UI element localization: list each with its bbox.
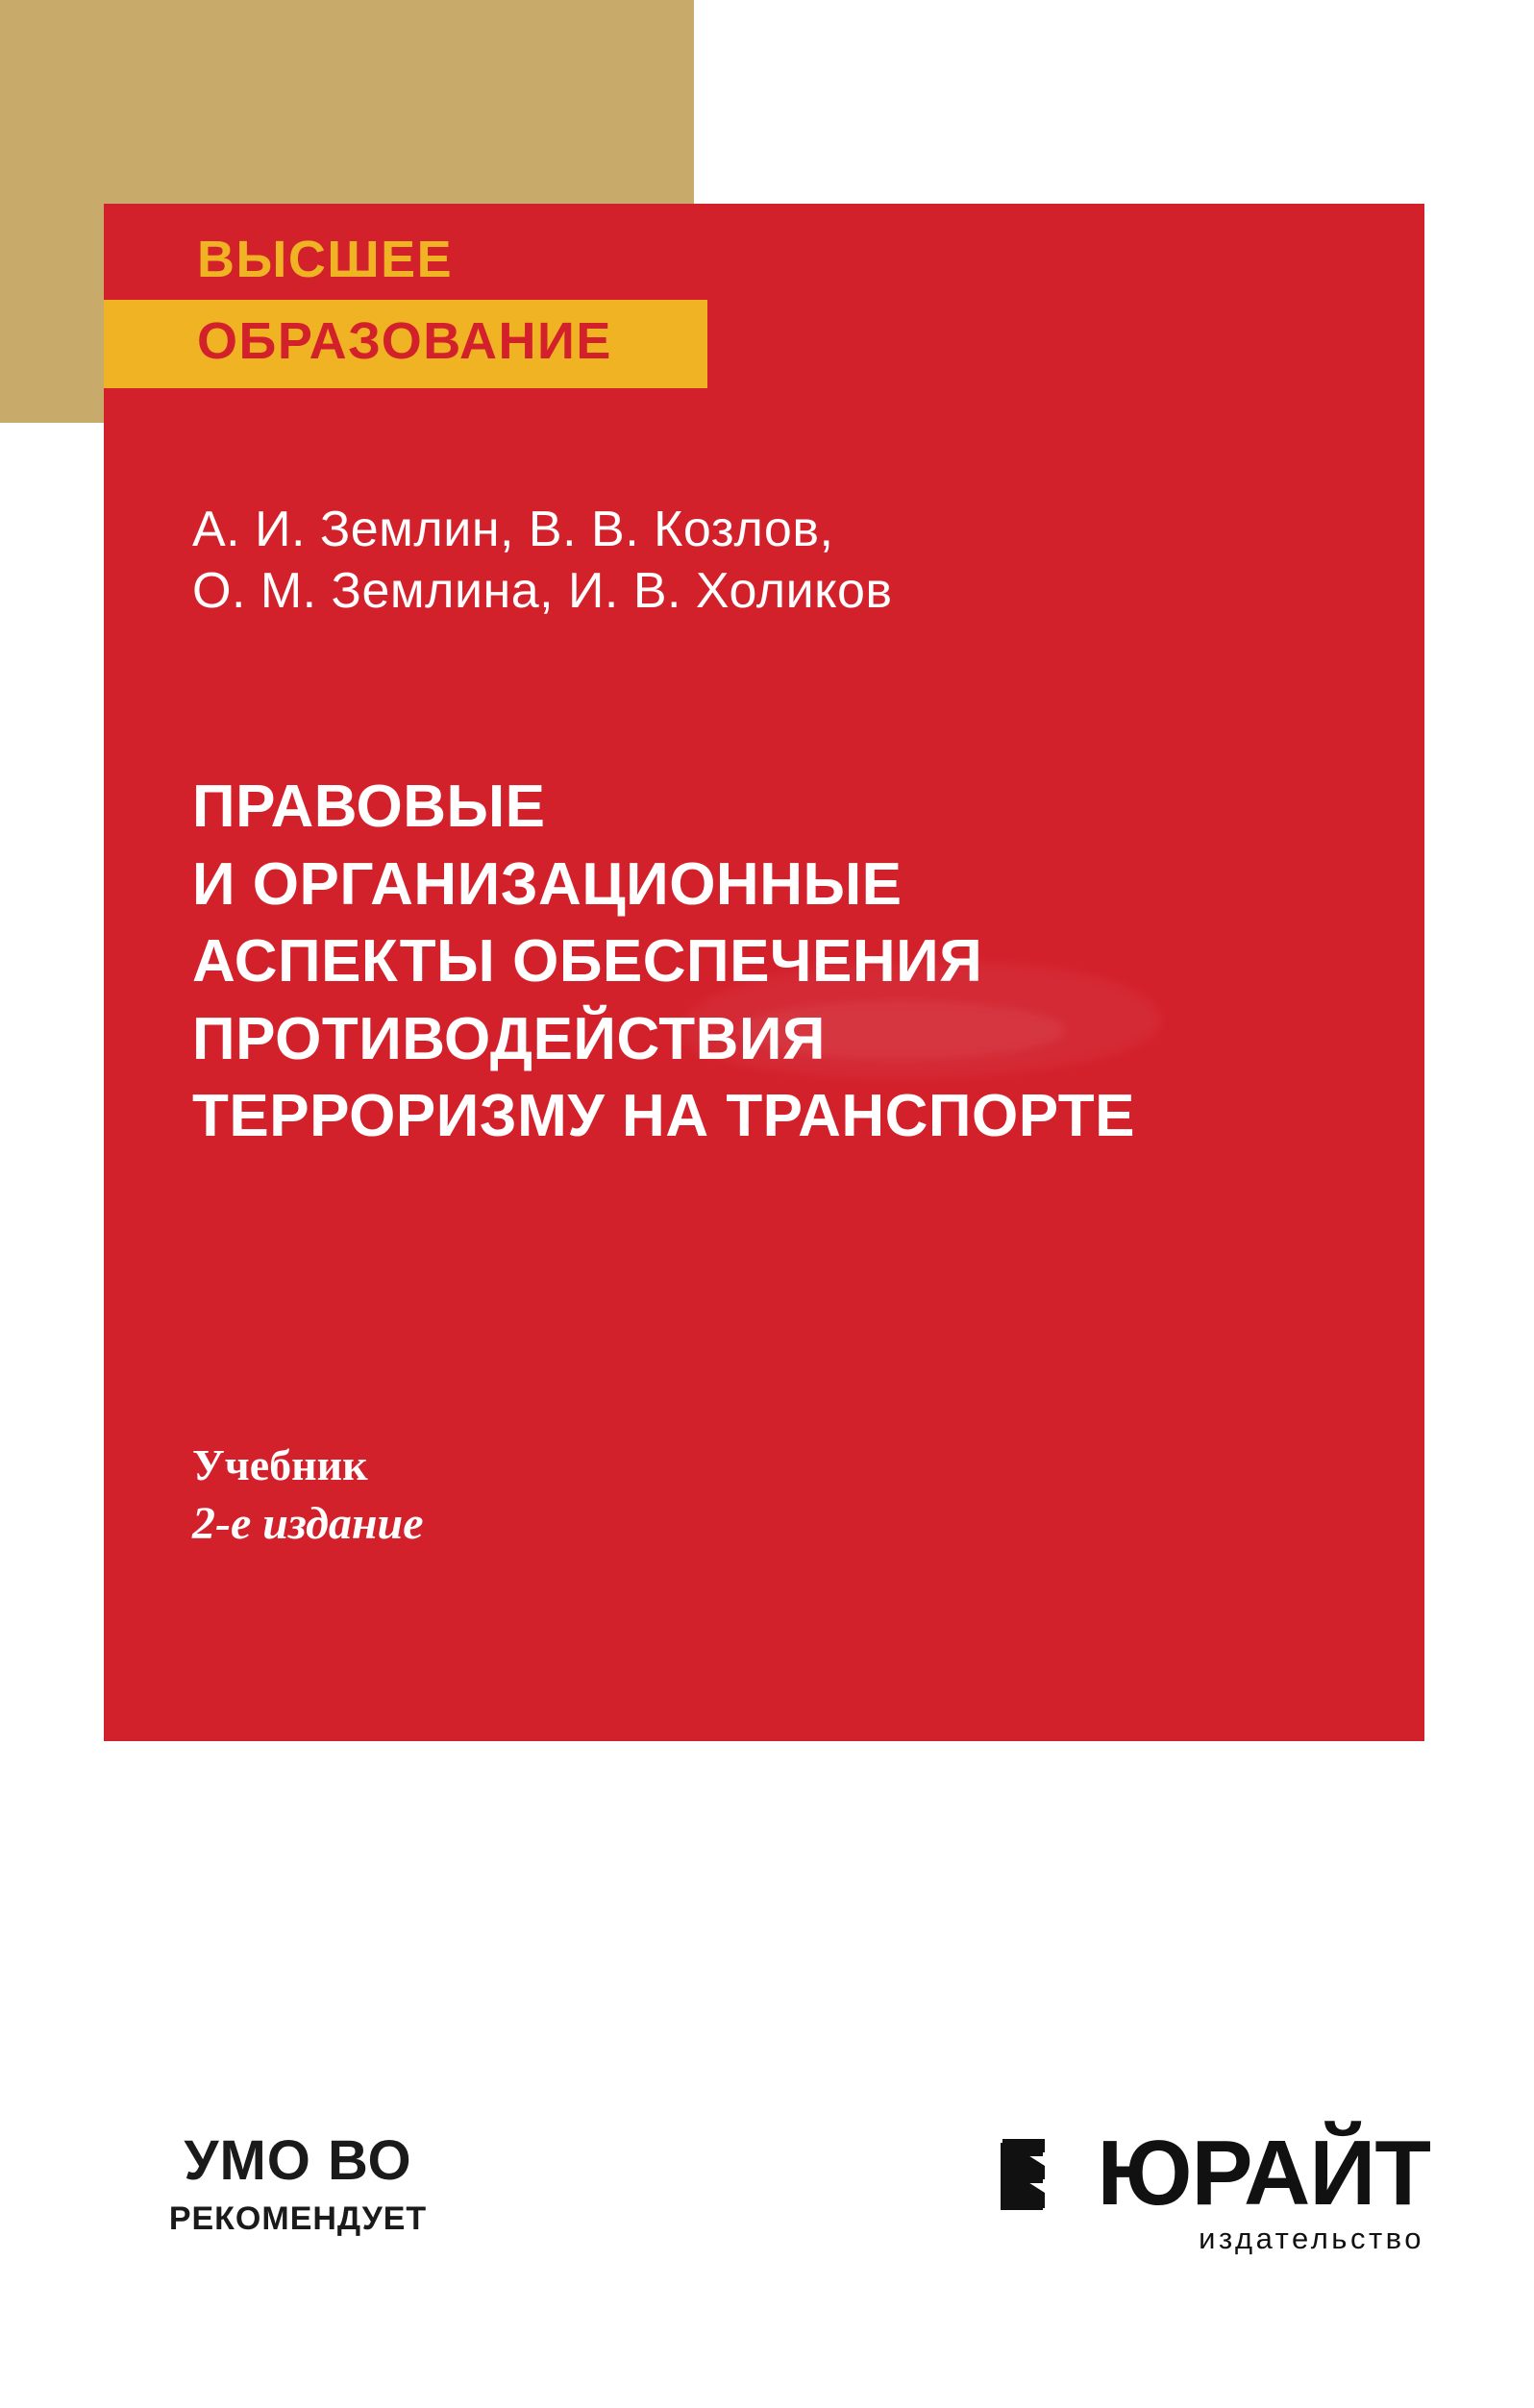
series-label-line2: ОБРАЗОВАНИЕ [197,312,612,370]
book-mark-icon [995,2124,1087,2216]
publisher-logo [854,2121,1430,2256]
book-title [192,769,1374,1156]
endorsement-main-label: УМО ВО [184,2129,412,2192]
title-line-1: ПРАВОВЫЕ [192,774,546,840]
endorsement-stamp [115,2129,481,2237]
title-line-5: ТЕРРОРИЗМУ НА ТРАНСПОРТЕ [192,1083,1135,1150]
book-type-label: Учебник [192,1440,368,1489]
subtitle-block [192,1437,424,1554]
author-line-2: О. М. Землина, И. В. Холиков [192,562,893,619]
publisher-tagline: издательство [1199,2222,1424,2255]
author-line-1: А. И. Землин, В. В. Козлов, [192,502,834,557]
publisher-name: ЮРАЙТ [1097,2121,1430,2224]
title-line-3: АСПЕКТЫ ОБЕСПЕЧЕНИЯ [192,928,983,995]
series-label-line1: ВЫСШЕЕ [197,231,454,288]
title-line-2: И ОРГАНИЗАЦИОННЫЕ [192,850,903,918]
edition-label: 2-е издание [192,1497,424,1549]
endorsement-sub-label: РЕКОМЕНДУЕТ [168,2200,428,2237]
title-line-4: ПРОТИВОДЕЙСТВИЯ [192,1005,826,1072]
authors-block [192,500,1326,623]
